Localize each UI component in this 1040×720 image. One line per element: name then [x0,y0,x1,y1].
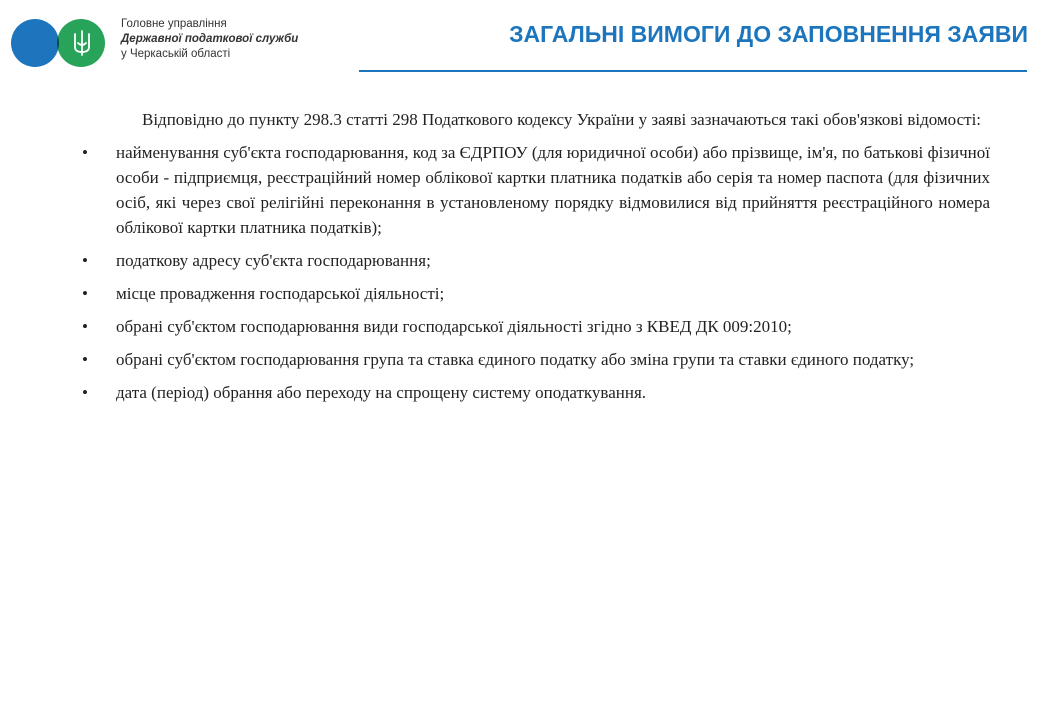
list-item-text: дата (період) обрання або переходу на спрощену систему оподаткування. [116,383,647,402]
bullet: • [82,350,88,369]
list-item-text: податкову адресу суб'єкта господарювання; [116,251,431,270]
list-item-text: обрані суб'єктом господарювання група та ставка єдиного податку або зміна групи та ставки єдиного податку; [116,350,915,369]
title-divider [359,70,1027,72]
list-item-text: місце провадження господарської діяльності; [116,284,445,303]
org-line-1: Головне управління [121,18,227,30]
intro-paragraph: Відповідно до пункту 298.3 статті 298 Податкового кодексу України у заяві зазначаються такі обов'язкові відомості: [142,110,982,129]
organization-name [121,17,298,62]
list-item [82,248,990,273]
slide-content [82,107,990,413]
slide-title: ЗАГАЛЬНІ ВИМОГИ ДО ЗАПОВНЕННЯ ЗАЯВИ [509,21,1028,47]
org-line-3: у Черкаській області [121,48,231,60]
trident-icon [73,30,91,56]
list-item-text: обрані суб'єктом господарювання види господарської діяльності згідно з КВЕД ДК 009:2010; [116,317,792,336]
logo-blue-circle [11,19,59,67]
list-item [82,140,990,240]
bullet: • [82,284,88,303]
bullet: • [82,383,88,402]
logo [11,19,107,69]
list-item [82,281,990,306]
list-item [82,380,990,405]
list-item [82,347,990,372]
list-item [82,314,990,339]
bullet: • [82,143,88,162]
org-line-2: Державної податкової служби [121,33,299,45]
bullet: • [82,317,88,336]
bullet: • [82,251,88,270]
requirements-list [82,140,990,405]
list-item-text: найменування суб'єкта господарювання, код за ЄДРПОУ (для юридичної особи) або прізвище, ім'я, по батькові фізичної особи - підприємця, реєстраційний номер облікової картки платника податків або серія та номер паспота (для фізичних осіб, які через свої релігійні переконання в установленому порядку відмовилися від прийняття реєстраційного номера облікової картки платника податків); [116,143,990,237]
